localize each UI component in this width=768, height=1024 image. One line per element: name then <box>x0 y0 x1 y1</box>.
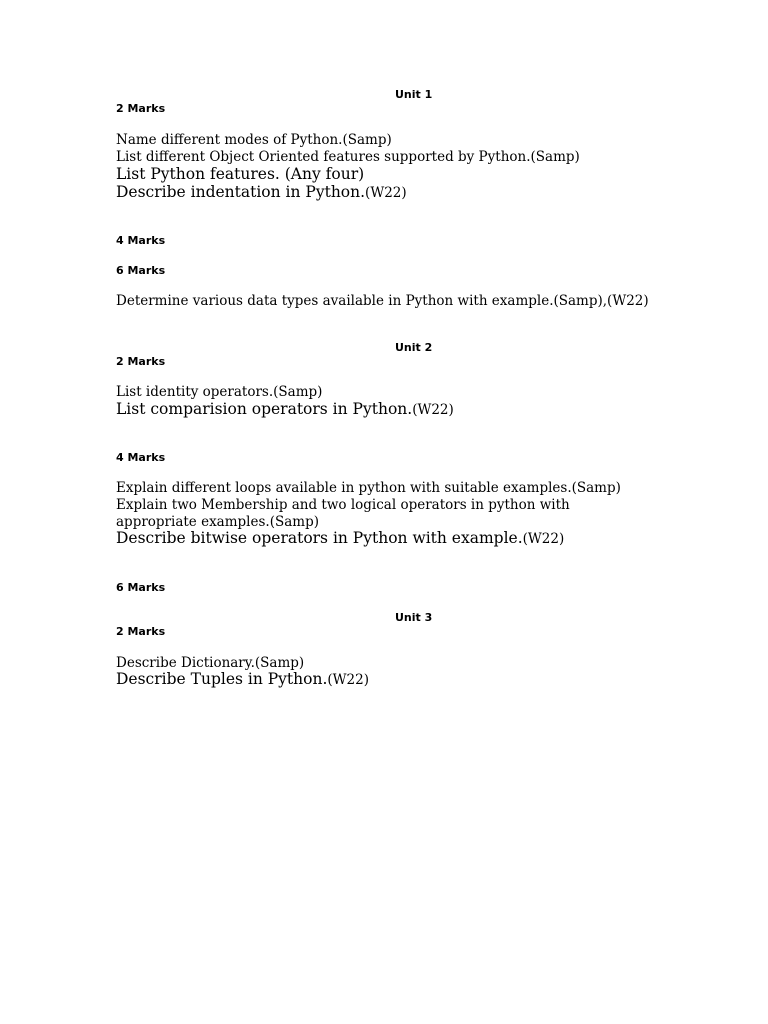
question-text: Describe bitwise operators in Python with example. <box>116 529 523 547</box>
unit-2-question-2 <box>116 402 454 418</box>
unit-2-2-marks-heading: 2 Marks <box>116 355 166 368</box>
unit-2-question-1: List identity operators.(Samp) <box>116 384 323 400</box>
question-text: Describe Tuples in Python. <box>116 670 328 688</box>
question-tag: (W22) <box>522 531 565 547</box>
unit-1-6-marks-heading: 6 Marks <box>116 264 166 277</box>
unit-2-question-4: Explain two Membership and two logical operators in python with appropriate examples.(Samp) <box>116 497 570 530</box>
unit-2-question-3: Explain different loops available in python with suitable examples.(Samp) <box>116 480 621 496</box>
unit-1-title: Unit 1 <box>395 88 433 101</box>
unit-3-2-marks-heading: 2 Marks <box>116 625 166 638</box>
unit-1-4-marks-heading: 4 Marks <box>116 234 166 247</box>
unit-1-question-5: Determine various data types available in Python with example.(Samp),(W22) <box>116 293 649 309</box>
unit-3-question-1: Describe Dictionary.(Samp) <box>116 655 305 671</box>
question-text: List comparision operators in Python. <box>116 400 413 418</box>
question-tag: (W22) <box>365 185 407 201</box>
unit-1-question-3: List Python features. (Any four) <box>116 165 365 183</box>
unit-2-title: Unit 2 <box>395 341 433 354</box>
unit-3-title: Unit 3 <box>395 611 433 624</box>
unit-3-question-2 <box>116 672 369 688</box>
unit-1-2-marks-heading: 2 Marks <box>116 102 166 115</box>
unit-1-question-1: Name different modes of Python.(Samp) <box>116 132 392 148</box>
question-tag: (W22) <box>327 672 369 688</box>
unit-1-question-4 <box>116 185 407 201</box>
question-tag: (W22) <box>412 402 454 418</box>
question-text: Describe indentation in Python. <box>116 183 366 201</box>
unit-2-6-marks-heading: 6 Marks <box>116 581 166 594</box>
unit-2-question-5 <box>116 531 564 547</box>
unit-2-4-marks-heading: 4 Marks <box>116 451 166 464</box>
unit-1-question-2: List different Object Oriented features supported by Python.(Samp) <box>116 149 580 165</box>
